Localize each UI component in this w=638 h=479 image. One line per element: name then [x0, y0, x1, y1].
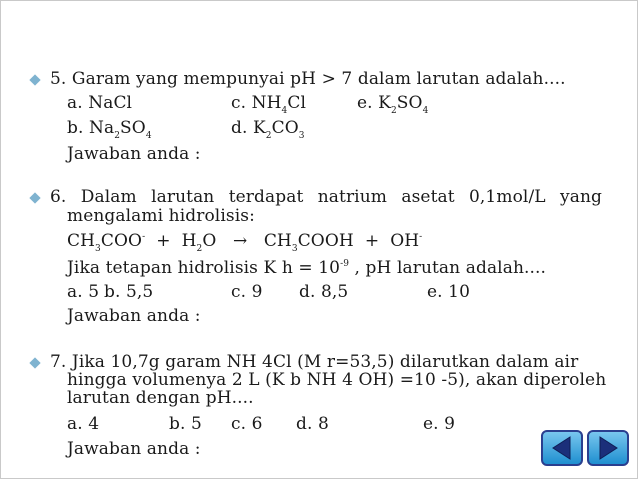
- q5-option-e: e. $K_2SO_4$: [357, 93, 429, 116]
- bullet-q5: [29, 74, 40, 85]
- bullet-q7: [29, 357, 40, 368]
- q5-option-b: b. $Na_2SO_4$: [67, 118, 152, 141]
- next-slide-button[interactable]: [587, 430, 629, 466]
- q7-option-c: c. 6: [231, 414, 263, 434]
- q7-option-b: b. 5: [169, 414, 202, 434]
- q6-option-a: a. 5: [67, 282, 100, 302]
- q5-question: 5. Garam yang mempunyai pH > 7 dalam larutan adalah....: [50, 69, 566, 89]
- q5-option-a: a. NaCl: [67, 93, 133, 113]
- q6-question-line1: 6. Dalam larutan terdapat natrium asetat 0,1mol/L yang: [50, 187, 602, 207]
- q6-answer-label: Jawaban anda :: [67, 306, 201, 326]
- q7-question-line3: larutan dengan pH....: [67, 388, 254, 408]
- q5-answer-label: Jawaban anda :: [67, 144, 201, 164]
- triangle-right-icon: [589, 432, 627, 464]
- q7-question-line1: 7. Jika 10,7g garam NH 4Cl (M r=53,5) dilarutkan dalam air: [50, 352, 579, 372]
- q7-option-e: e. 9: [423, 414, 456, 434]
- q6-hydrolysis-constant: Jika tetapan hidrolisis K $h = 10^{-9}$ , pH larutan adalah....: [67, 258, 547, 278]
- q7-question-line2: hingga volumenya 2 L (K b NH 4 OH) =10 -5), akan diperoleh: [67, 370, 607, 390]
- q7-option-d: d. 8: [296, 414, 329, 434]
- q7-answer-label: Jawaban anda :: [67, 439, 201, 459]
- q6-equation: $CH_3COO^- + H_2O$ → $CH_3COOH + OH^-$: [67, 231, 423, 254]
- q6-option-c: c. 9: [231, 282, 263, 302]
- q5-option-c: c. $NH_4Cl$: [231, 93, 307, 116]
- triangle-left-icon: [543, 432, 581, 464]
- q7-option-a: a. 4: [67, 414, 100, 434]
- bullet-q6: [29, 192, 40, 203]
- prev-slide-button[interactable]: [541, 430, 583, 466]
- reaction-arrow: →: [232, 231, 248, 251]
- q6-option-d: d. 8,5: [299, 282, 349, 302]
- q6-option-e: e. 10: [427, 282, 470, 302]
- q6-option-b: b. 5,5: [104, 282, 154, 302]
- q5-option-d: d. $K_2CO_3$: [231, 118, 305, 141]
- q6-question-line2: mengalami hidrolisis:: [67, 206, 255, 226]
